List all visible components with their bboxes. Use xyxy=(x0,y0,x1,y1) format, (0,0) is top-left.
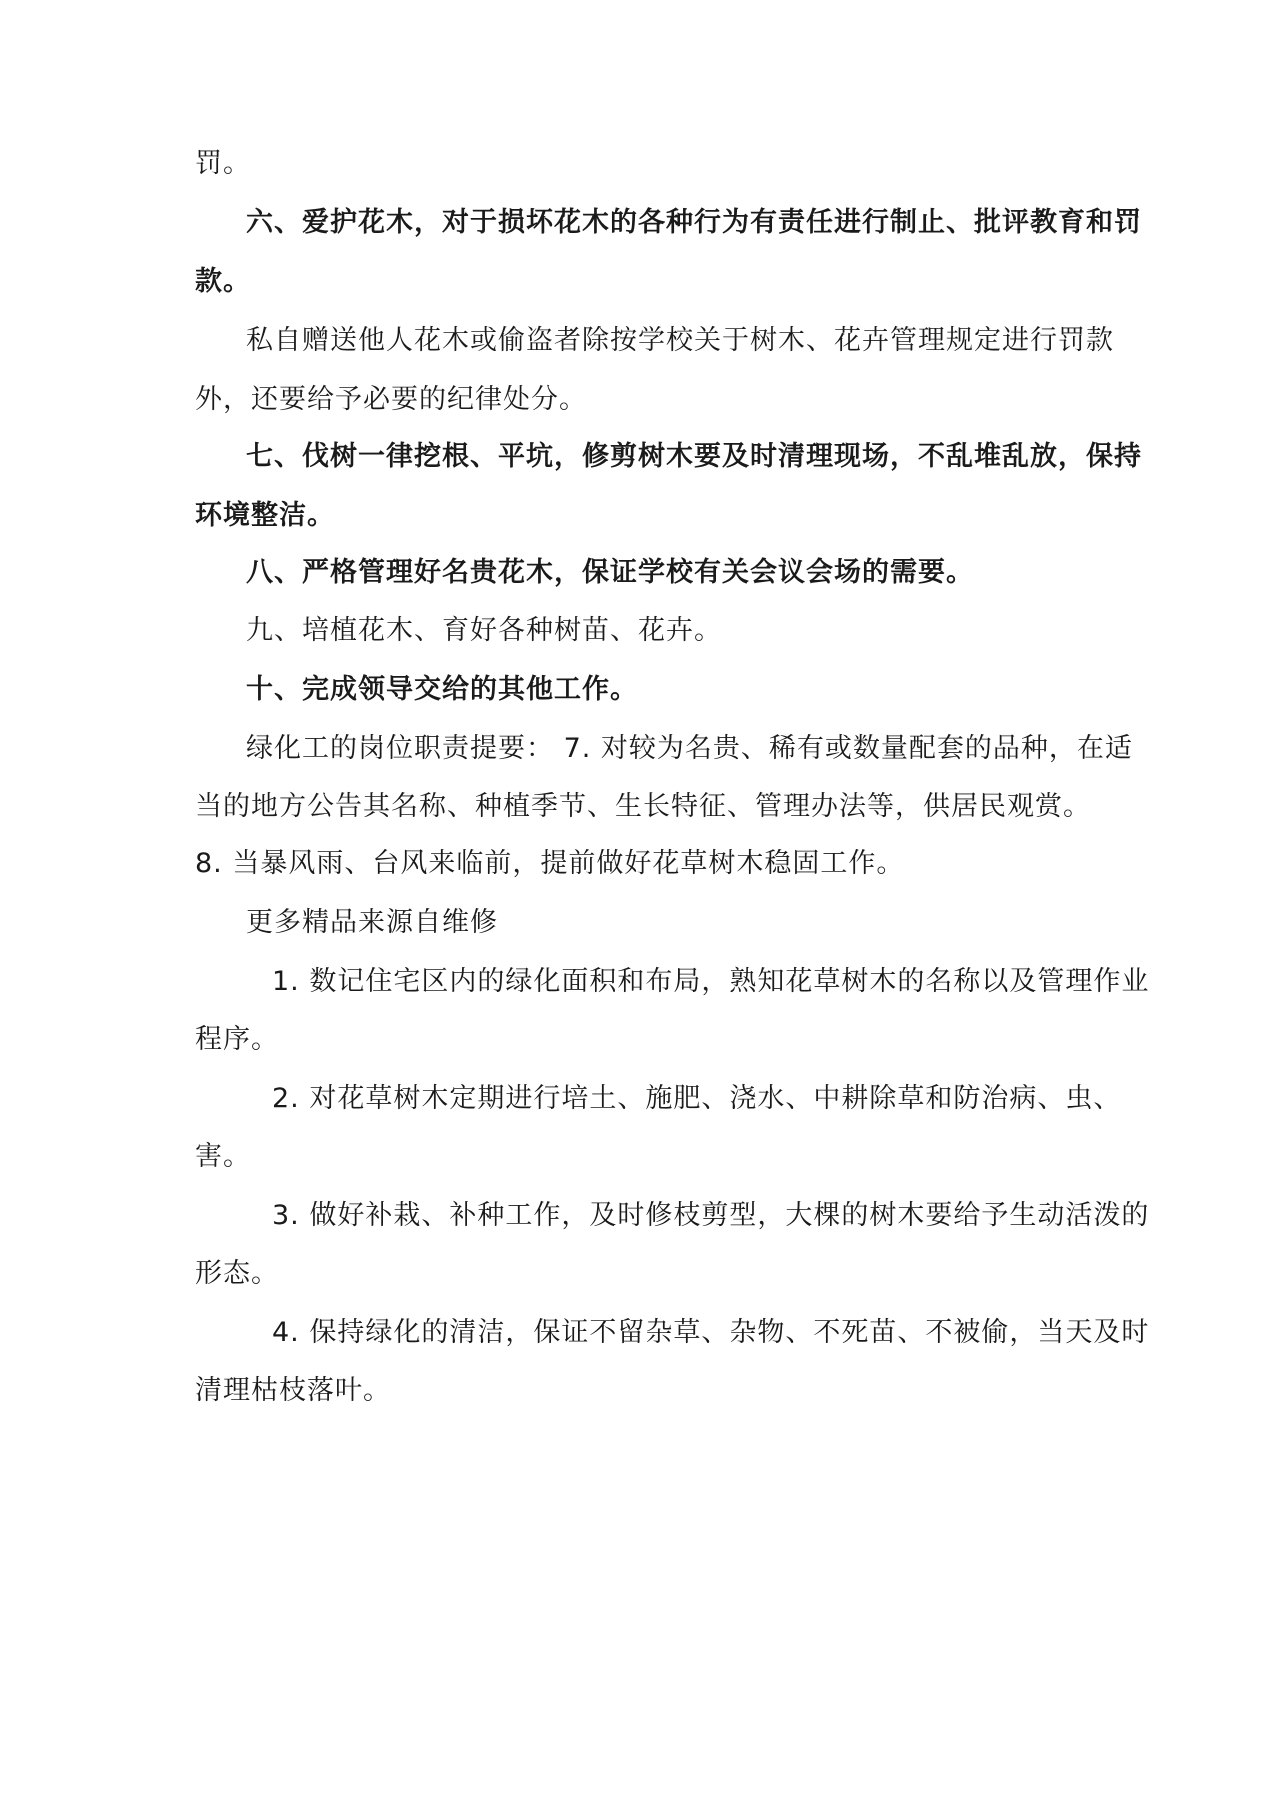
section-heading-seven: 七、伐树一律挖根、平坑，修剪树木要及时清理现场，不乱堆乱放，保持 xyxy=(246,441,1142,472)
section-item-nine: 九、培植花木、育好各种树苗、花卉。 xyxy=(246,615,722,646)
list-item-cont: 清理枯枝落叶。 xyxy=(195,1375,391,1406)
list-item-cont: 程序。 xyxy=(195,1024,279,1055)
paragraph-line: 8. 当暴风雨、台风来临前，提前做好花草树木稳固工作。 xyxy=(195,848,905,879)
section-heading-eight: 八、严格管理好名贵花木，保证学校有关会议会场的需要。 xyxy=(246,557,974,588)
paragraph-line: 罚。 xyxy=(195,148,251,179)
source-note: 更多精品来源自维修 xyxy=(246,907,498,938)
list-item: 1. 数记住宅区内的绿化面积和布局，熟知花草树木的名称以及管理作业 xyxy=(272,966,1150,997)
paragraph-line: 私自赠送他人花木或偷盗者除按学校关于树木、花卉管理规定进行罚款 xyxy=(246,325,1114,356)
paragraph-line: 当的地方公告其名称、种植季节、生长特征、管理办法等，供居民观赏。 xyxy=(195,791,1091,822)
section-heading-ten: 十、完成领导交给的其他工作。 xyxy=(246,674,638,705)
list-item-cont: 害。 xyxy=(195,1141,251,1172)
paragraph-line: 外，还要给予必要的纪律处分。 xyxy=(195,384,587,415)
list-item: 2. 对花草树木定期进行培土、施肥、浇水、中耕除草和防治病、虫、 xyxy=(272,1083,1122,1114)
list-item: 3. 做好补栽、补种工作，及时修枝剪型，大棵的树木要给予生动活泼的 xyxy=(272,1200,1150,1231)
section-heading-six: 六、爱护花木，对于损坏花木的各种行为有责任进行制止、批评教育和罚 xyxy=(246,207,1142,238)
list-item-cont: 形态。 xyxy=(195,1258,279,1289)
list-item: 4. 保持绿化的清洁，保证不留杂草、杂物、不死苗、不被偷，当天及时 xyxy=(272,1317,1150,1348)
paragraph-line: 绿化工的岗位职责提要： 7. 对较为名贵、稀有或数量配套的品种，在适 xyxy=(246,733,1133,764)
section-heading-seven-cont: 环境整洁。 xyxy=(195,500,335,531)
section-heading-six-cont: 款。 xyxy=(195,266,251,297)
